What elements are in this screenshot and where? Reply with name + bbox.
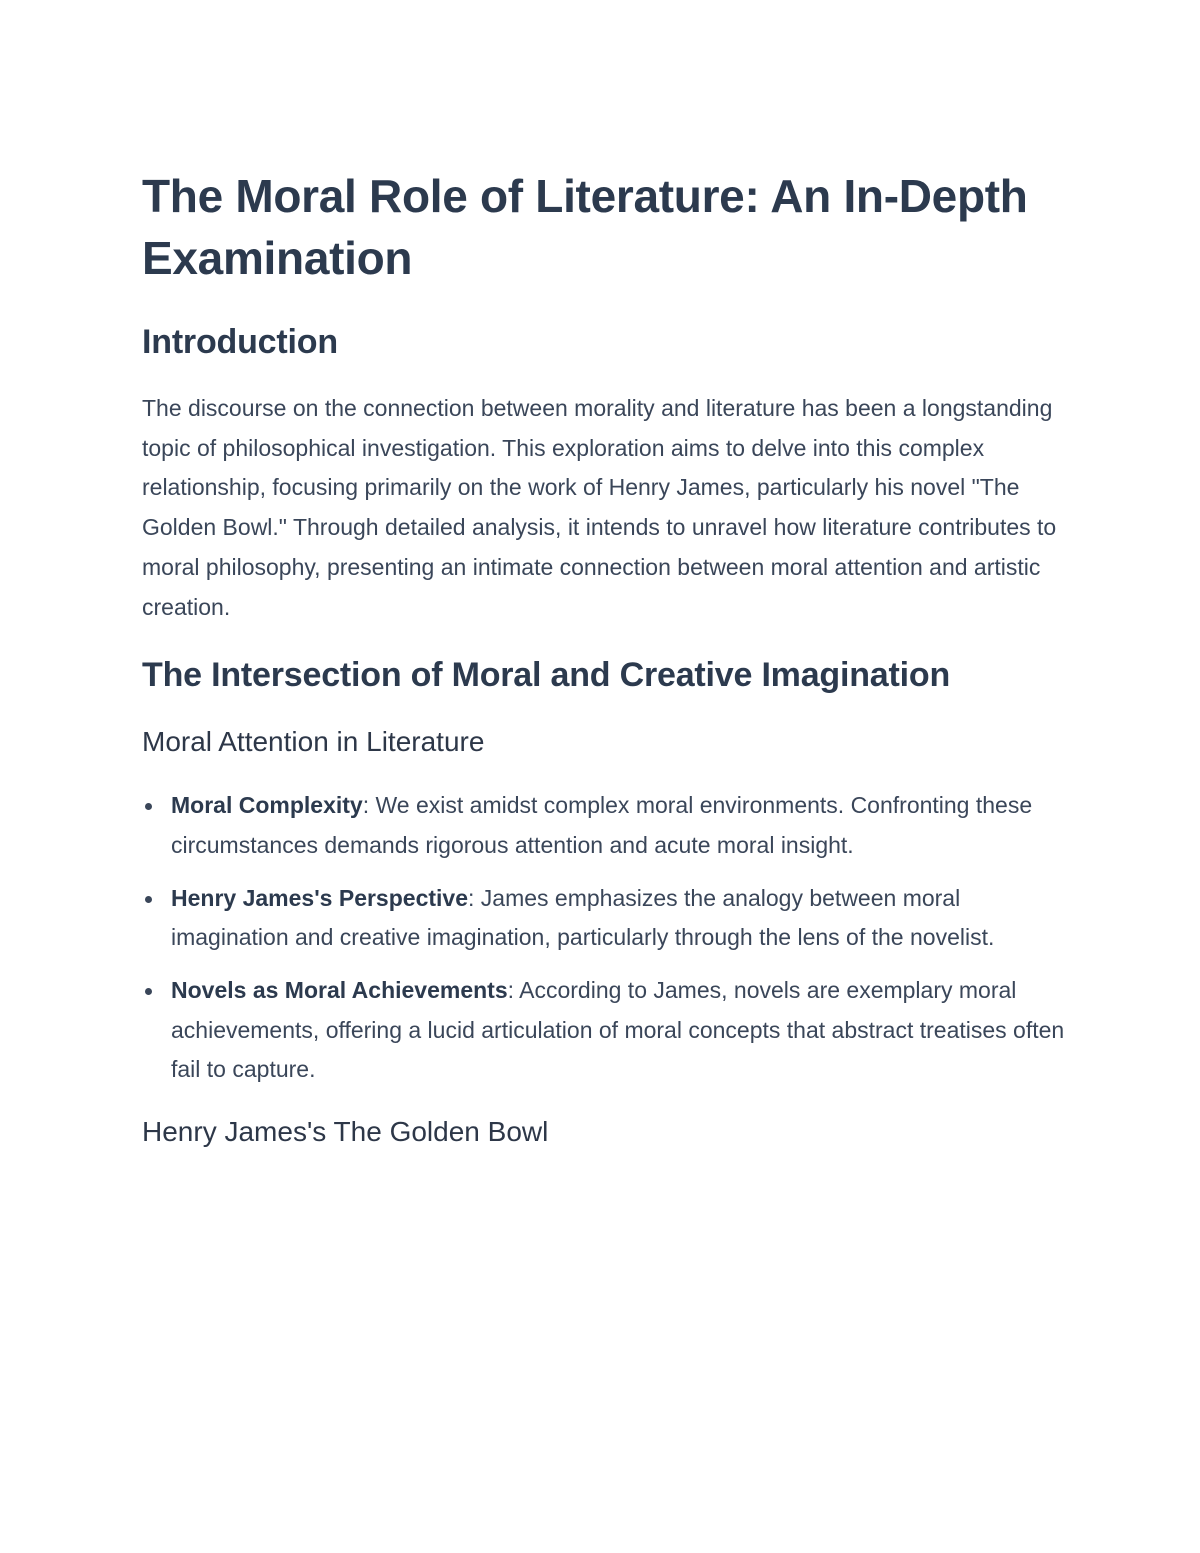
list-item-term: Moral Complexity	[171, 792, 363, 819]
subsection-heading-golden-bowl: Henry James's The Golden Bowl	[142, 1116, 549, 1148]
list-item-text: : We exist amidst complex moral environments. Confronting these circumstances demands rigorous attention and acute moral insight.	[171, 792, 1033, 858]
list-item	[142, 971, 1072, 1090]
bullet-icon	[145, 896, 152, 903]
subsection-heading-moral-attention: Moral Attention in Literature	[142, 726, 485, 758]
list-item	[142, 879, 1072, 958]
introduction-paragraph: The discourse on the connection between morality and literature has been a longstanding topic of philosophical investigation. This exploration aims to delve into this complex relationship, focusing primarily on the work of Henry James, particularly his novel "The Golden Bowl." Through detailed analysis, it intends to unravel how literature contributes to moral philosophy, presenting an intimate connection between moral attention and artistic creation.	[142, 395, 1057, 620]
section-heading: The Intersection of Moral and Creative Imagination	[142, 656, 951, 695]
bullet-icon	[145, 803, 152, 810]
list-item-text: : According to James, novels are exemplary moral achievements, offering a lucid articulation of moral concepts that abstract treatises often fail to capture.	[171, 977, 1065, 1083]
introduction-heading: Introduction	[142, 323, 338, 361]
bullet-icon	[145, 988, 152, 995]
list-item-term: Henry James's Perspective	[171, 884, 468, 911]
bullet-list	[142, 786, 1072, 1090]
document-page	[142, 165, 1072, 1154]
list-item-term: Novels as Moral Achievements	[171, 977, 508, 1004]
list-item	[142, 786, 1072, 865]
list-item-text: : James emphasizes the analogy between moral imagination and creative imagination, particularly through the lens of the novelist.	[171, 884, 995, 951]
document-title: The Moral Role of Literature: An In-Depth Examination	[142, 170, 1028, 284]
